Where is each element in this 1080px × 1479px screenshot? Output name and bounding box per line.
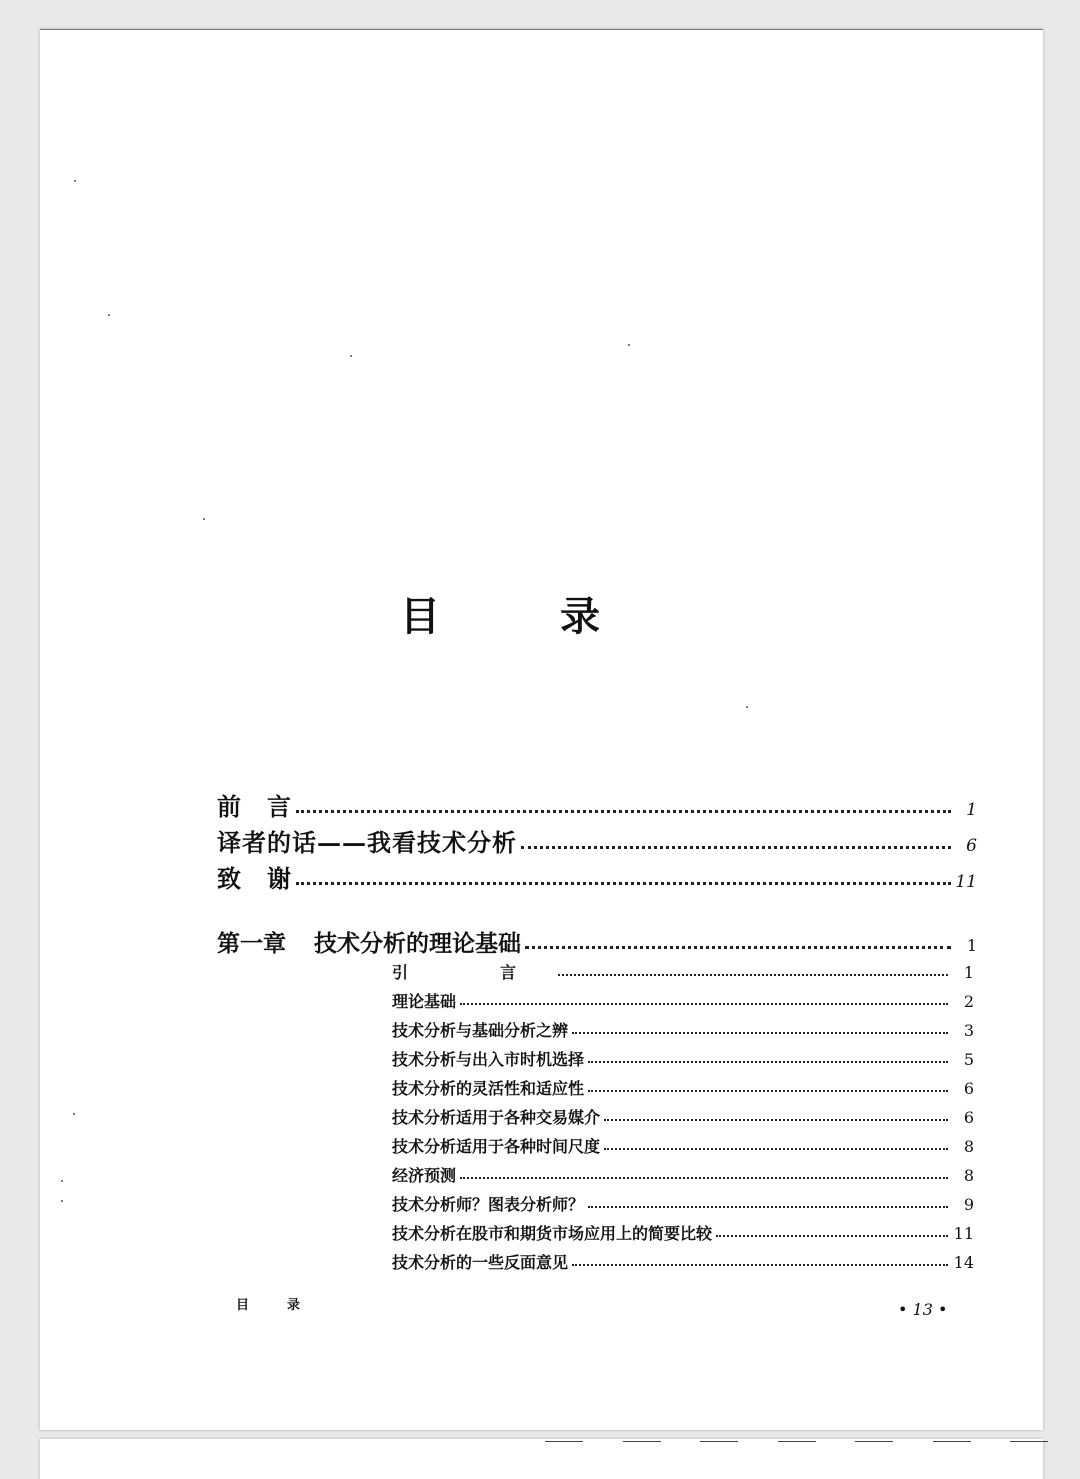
toc-section bbox=[392, 1134, 974, 1157]
page-number: • 13 • bbox=[898, 1300, 948, 1319]
toc-entry-preface bbox=[217, 787, 977, 822]
title-char-1: 目 bbox=[400, 594, 440, 640]
toc-label: 致 谢 bbox=[217, 864, 292, 893]
toc-page: 1 bbox=[966, 800, 977, 820]
toc-page: 6 bbox=[963, 1079, 974, 1098]
toc-page: 8 bbox=[963, 1166, 974, 1185]
toc-label: 引 言 bbox=[392, 963, 555, 982]
toc-label: 技术分析与基础分析之辨 bbox=[392, 1021, 569, 1040]
leader-dots bbox=[521, 822, 951, 849]
toc-section bbox=[392, 1221, 974, 1244]
page-title bbox=[370, 585, 630, 642]
leader-dots bbox=[588, 1190, 948, 1208]
toc-label: 技术分析在股市和期货市场应用上的简要比较 bbox=[392, 1224, 713, 1243]
toc-entry-acknowledgements bbox=[217, 859, 977, 894]
toc-label: 理论基础 bbox=[392, 992, 457, 1011]
toc-page: 11 bbox=[953, 1224, 974, 1243]
toc-label: 技术分析师？图表分析师？ bbox=[392, 1195, 585, 1214]
scan-speck bbox=[628, 344, 630, 346]
running-footer-title: 目录 bbox=[236, 1298, 339, 1313]
toc-page: 11 bbox=[955, 872, 977, 892]
leader-dots bbox=[604, 1103, 948, 1121]
next-page-edge bbox=[40, 1439, 1043, 1479]
toc-page: 6 bbox=[966, 836, 977, 856]
toc-section bbox=[392, 1047, 974, 1070]
toc-section bbox=[392, 1105, 974, 1128]
toc-page: 9 bbox=[963, 1195, 974, 1214]
leader-dots bbox=[604, 1132, 948, 1150]
leader-dots bbox=[525, 923, 951, 949]
scan-speck bbox=[61, 1180, 63, 1182]
toc-section bbox=[392, 960, 974, 983]
leader-dots bbox=[572, 1248, 948, 1266]
title-char-2: 录 bbox=[560, 594, 600, 640]
toc-page: 2 bbox=[963, 992, 974, 1011]
toc-label: 技术分析适用于各种时间尺度 bbox=[392, 1137, 601, 1156]
toc-section bbox=[392, 989, 974, 1012]
scan-speck bbox=[746, 706, 748, 708]
leader-dots bbox=[460, 1161, 948, 1179]
toc-page: 1 bbox=[963, 963, 974, 982]
chapter-title: 技术分析的理论基础 bbox=[314, 930, 521, 957]
scan-speck bbox=[61, 1200, 63, 1202]
leader-dots bbox=[572, 1016, 948, 1034]
toc-page: 1 bbox=[966, 936, 977, 955]
toc-chapter-1 bbox=[217, 925, 977, 958]
toc-section bbox=[392, 1018, 974, 1041]
leader-dots bbox=[588, 1045, 948, 1063]
toc-page: 6 bbox=[963, 1108, 974, 1127]
toc-label: 技术分析适用于各种交易媒介 bbox=[392, 1108, 601, 1127]
scan-speck bbox=[108, 314, 110, 316]
scan-speck bbox=[73, 1113, 75, 1115]
scan-speck bbox=[74, 180, 76, 182]
leader-dots bbox=[716, 1219, 948, 1237]
toc-label: 译者的话——我看技术分析 bbox=[217, 828, 517, 857]
scan-speck bbox=[203, 518, 205, 520]
toc-section bbox=[392, 1192, 974, 1215]
chapter-number: 第一章 bbox=[217, 930, 286, 957]
leader-dots bbox=[296, 858, 951, 885]
toc-label: 前 言 bbox=[217, 792, 292, 821]
toc-page: 14 bbox=[953, 1253, 974, 1272]
leader-dots bbox=[460, 987, 948, 1005]
toc-label: 经济预测 bbox=[392, 1166, 457, 1185]
toc-section bbox=[392, 1163, 974, 1186]
toc-label: 技术分析的一些反面意见 bbox=[392, 1253, 569, 1272]
toc-section bbox=[392, 1250, 974, 1273]
leader-dots bbox=[558, 958, 948, 976]
leader-dots bbox=[296, 786, 951, 813]
toc-entry-translator-note bbox=[217, 823, 977, 858]
toc-page: 3 bbox=[963, 1021, 974, 1040]
toc-label: 技术分析与出入市时机选择 bbox=[392, 1050, 585, 1069]
toc-page: 8 bbox=[963, 1137, 974, 1156]
scan-speck bbox=[350, 355, 352, 357]
document-page bbox=[40, 29, 1043, 1430]
toc-page: 5 bbox=[963, 1050, 974, 1069]
leader-dots bbox=[588, 1074, 948, 1092]
toc-section bbox=[392, 1076, 974, 1099]
toc-label: 技术分析的灵活性和适应性 bbox=[392, 1079, 585, 1098]
